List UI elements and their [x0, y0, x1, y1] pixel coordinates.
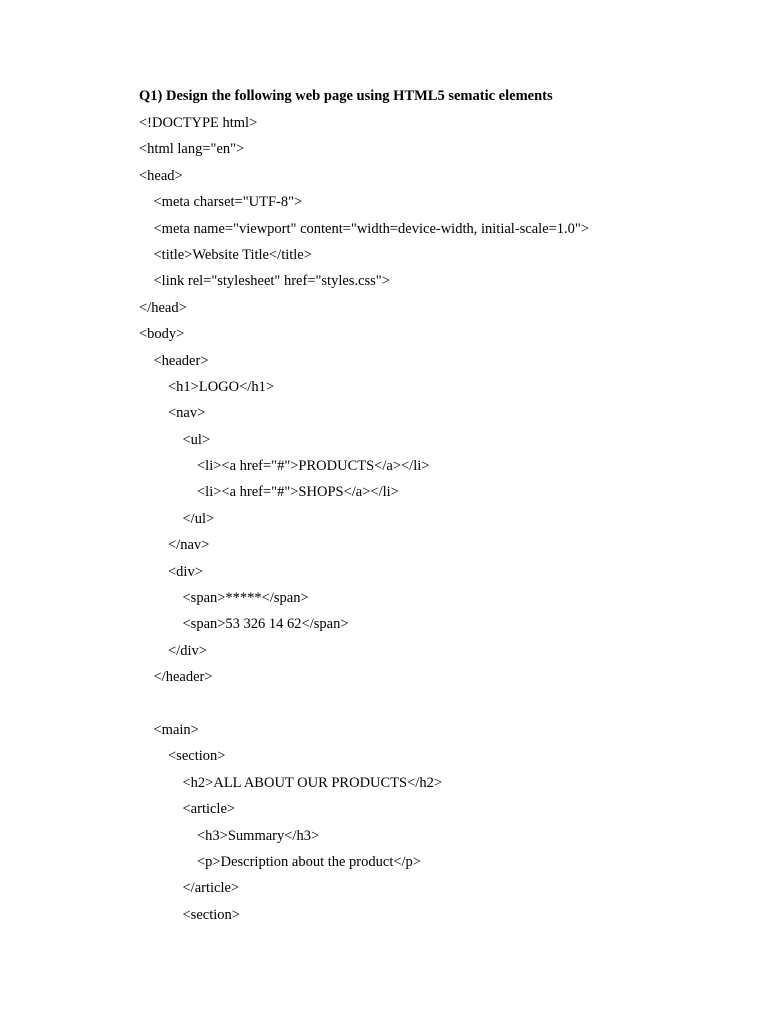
question-heading: Q1) Design the following web page using HTML5 sematic elements: [139, 88, 553, 104]
code-line: <meta name="viewport" content="width=device-width, initial-scale=1.0">: [153, 220, 590, 237]
code-line: <head>: [139, 167, 183, 184]
code-line: <div>: [168, 563, 203, 580]
code-line: <h3>Summary</h3>: [197, 827, 320, 844]
code-line: <header>: [153, 352, 209, 369]
code-line: </div>: [168, 642, 207, 659]
code-line: <link rel="stylesheet" href="styles.css">: [153, 273, 390, 290]
code-line: <h1>LOGO</h1>: [168, 378, 275, 395]
code-line: <p>Description about the product</p>: [197, 853, 421, 870]
code-line: <nav>: [168, 405, 206, 422]
code-line: <html lang="en">: [139, 141, 245, 158]
code-line: <ul>: [182, 431, 211, 448]
code-line: <section>: [168, 748, 226, 765]
code-line: <section>: [182, 906, 240, 923]
code-listing: [139, 114, 589, 932]
code-line: </header>: [153, 669, 213, 686]
code-line: <li><a href="#">SHOPS</a></li>: [197, 484, 399, 501]
code-line: <li><a href="#">PRODUCTS</a></li>: [197, 458, 430, 475]
code-line: </head>: [139, 299, 187, 316]
code-line: <article>: [182, 801, 236, 818]
code-line: </nav>: [168, 537, 210, 554]
code-line: </article>: [182, 880, 240, 897]
code-line: </ul>: [182, 510, 215, 527]
code-line: <meta charset="UTF-8">: [153, 194, 303, 211]
code-line: <h2>ALL ABOUT OUR PRODUCTS</h2>: [182, 774, 442, 791]
code-line: <title>Website Title</title>: [153, 246, 312, 263]
code-line: <span>*****</span>: [182, 590, 309, 607]
code-line: <main>: [153, 721, 199, 738]
code-line: <!DOCTYPE html>: [139, 115, 258, 131]
code-line: [139, 695, 589, 721]
code-line: <span>53 326 14 62</span>: [182, 616, 349, 633]
code-line: <body>: [139, 326, 185, 343]
